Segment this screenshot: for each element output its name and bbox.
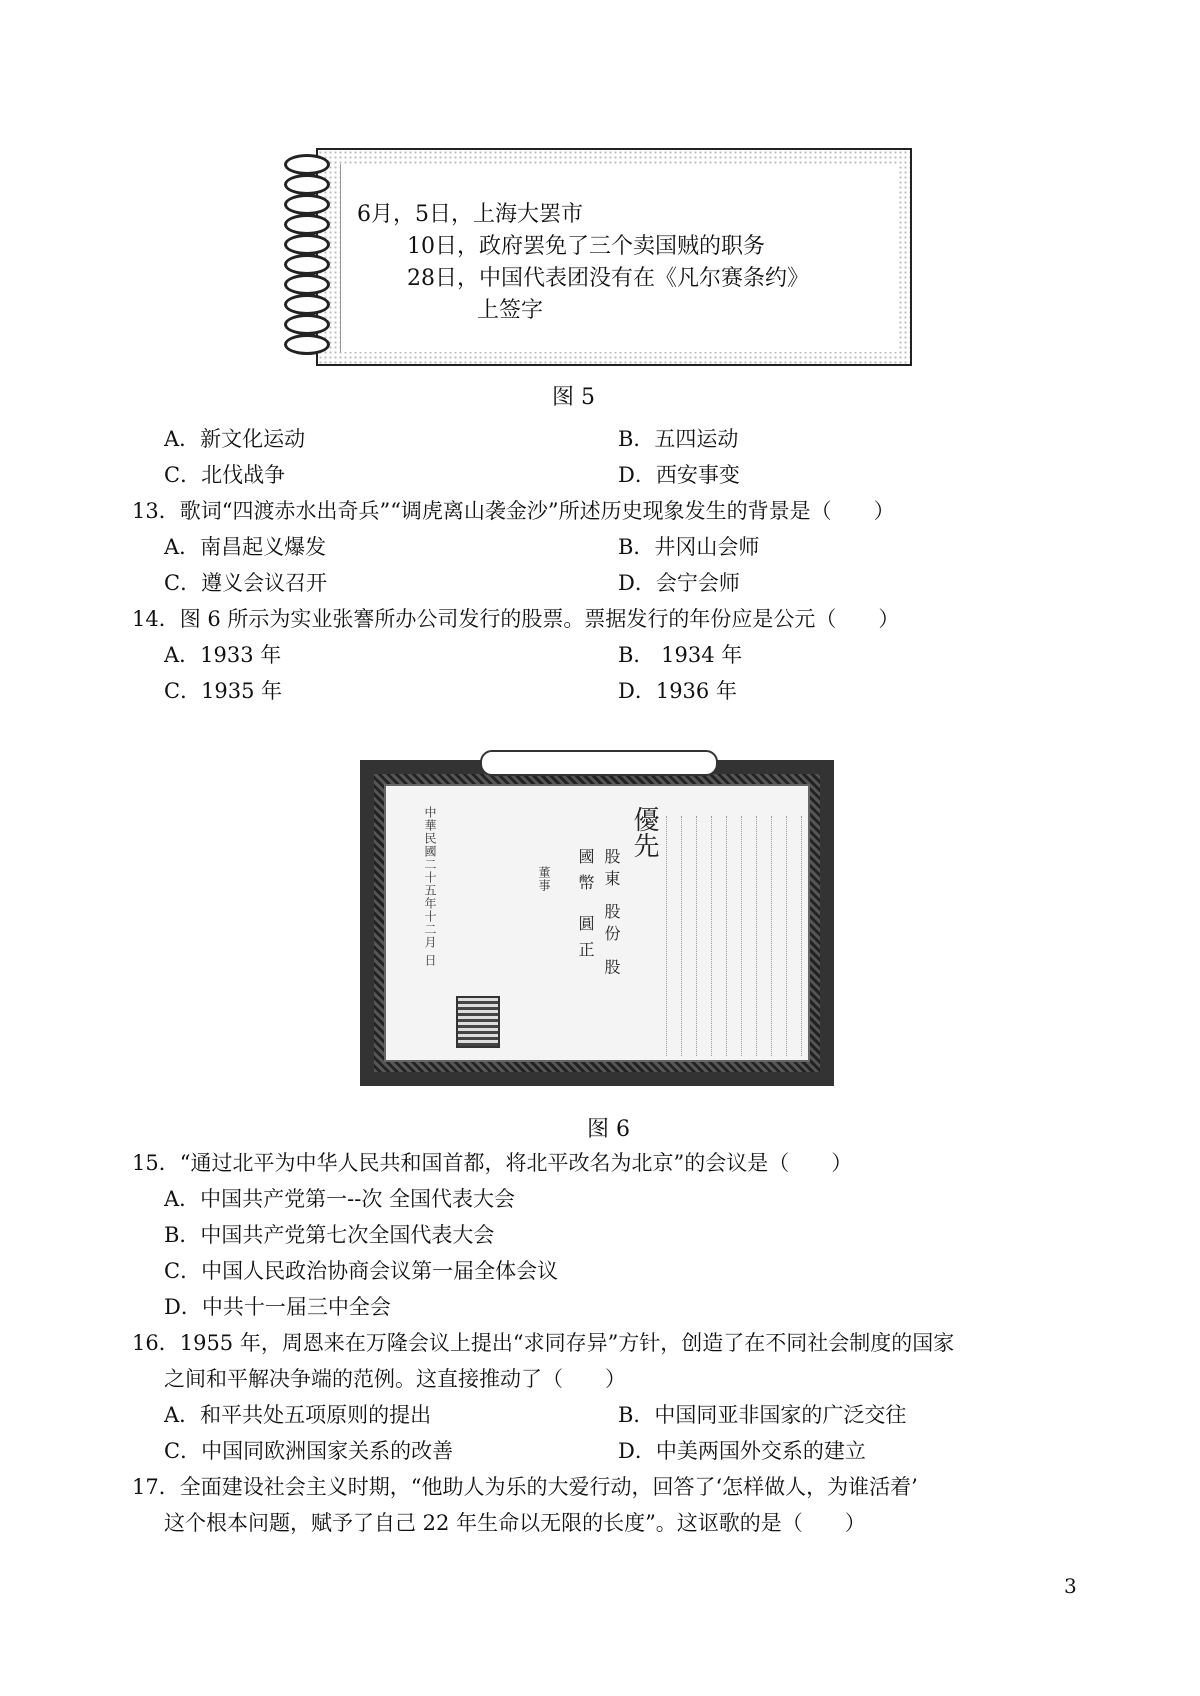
certificate-currency-line: 國幣 圓正 (576, 848, 595, 968)
q14-stem: 14．图 6 所示为实业张謇所办公司发行的股票。票据发行的年份应是公元（ ） (132, 607, 900, 631)
certificate-title: 優先 (629, 806, 659, 858)
q14-option-d: D．1936 年 (618, 679, 737, 703)
q13-option-c: C．遵义会议召开 (164, 571, 328, 595)
q17-stem-line-2: 这个根本问题，赋予了自己 22 年生命以无限的长度”。这讴歌的是（ ） (164, 1511, 866, 1535)
figure-5-notebook (282, 148, 916, 368)
q16-option-c: C．中国同欧洲国家关系的改善 (164, 1439, 454, 1463)
q12-option-b: B．五四运动 (618, 427, 739, 451)
notebook-inner (340, 164, 897, 352)
notebook-line-1: 6月，5日，上海大罢市 (357, 202, 583, 227)
q15-option-b: B．中国共产党第七次全国代表大会 (164, 1223, 495, 1247)
figure-5-caption: 图 5 (552, 385, 595, 410)
page-number: 3 (1064, 1574, 1077, 1598)
q15-option-c: C．中国人民政治协商会议第一届全体会议 (164, 1259, 559, 1283)
q14-option-a: A．1933 年 (164, 643, 282, 667)
q13-stem: 13．歌词“四渡赤水出奇兵”“调虎离山袭金沙”所述历史现象发生的背景是（ ） (132, 499, 895, 523)
certificate-top-banner (480, 750, 718, 776)
q13-option-d: D．会宁会师 (618, 571, 740, 595)
q17-stem-line-1: 17．全面建设社会主义时期，“他助人为乐的大爱行动，回答了‘怎样做人，为谁活着’ (132, 1475, 918, 1499)
q13-option-a: A．南昌起义爆发 (164, 535, 327, 559)
certificate-text-column (696, 816, 712, 1056)
q12-option-d: D．西安事变 (618, 463, 740, 487)
certificate-seal-icon (456, 996, 500, 1048)
q15-option-d: D．中共十一届三中全会 (164, 1295, 391, 1319)
notebook-line-2: 10日，政府罢免了三个卖国贼的职务 (407, 234, 765, 259)
certificate-shares-line: 股東 股份 股 (602, 848, 621, 981)
q16-option-b: B．中国同亚非国家的广泛交往 (618, 1403, 907, 1427)
q12-option-c: C．北伐战争 (164, 463, 286, 487)
notebook-paper (316, 148, 912, 366)
certificate-text-column (786, 816, 802, 1056)
certificate-date: 中華民國二十五年十二月 日 (423, 806, 437, 967)
q14-option-b: B． 1934 年 (618, 643, 743, 667)
notebook-line-3: 28日，中国代表团没有在《凡尔赛条约》 (407, 266, 809, 291)
certificate-director-label: 董事 (537, 866, 551, 892)
certificate-text-column (666, 816, 682, 1056)
q16-option-d: D．中美两国外交系的建立 (618, 1439, 866, 1463)
q14-option-c: C．1935 年 (164, 679, 283, 703)
certificate-border (360, 760, 834, 1086)
notebook-line-4: 上签字 (477, 298, 544, 323)
certificate-body (384, 784, 810, 1062)
figure-6-caption: 图 6 (587, 1117, 630, 1142)
certificate-text-column (726, 816, 742, 1056)
q12-option-a: A．新文化运动 (164, 427, 306, 451)
figure-6-stock-certificate (360, 750, 834, 1090)
q13-option-b: B．井冈山会师 (618, 535, 760, 559)
q16-option-a: A．和平共处五项原则的提出 (164, 1403, 432, 1427)
q15-option-a: A．中国共产党第一--次 全国代表大会 (164, 1187, 516, 1211)
q16-stem-line-1: 16．1955 年，周恩来在万隆会议上提出“求同存异”方针，创造了在不同社会制度的国家 (132, 1331, 955, 1355)
q16-stem-line-2: 之间和平解决争端的范例。这直接推动了（ ） (164, 1367, 626, 1391)
certificate-text-column (756, 816, 772, 1056)
q15-stem: 15．“通过北平为中华人民共和国首都，将北平改名为北京”的会议是（ ） (132, 1151, 853, 1175)
